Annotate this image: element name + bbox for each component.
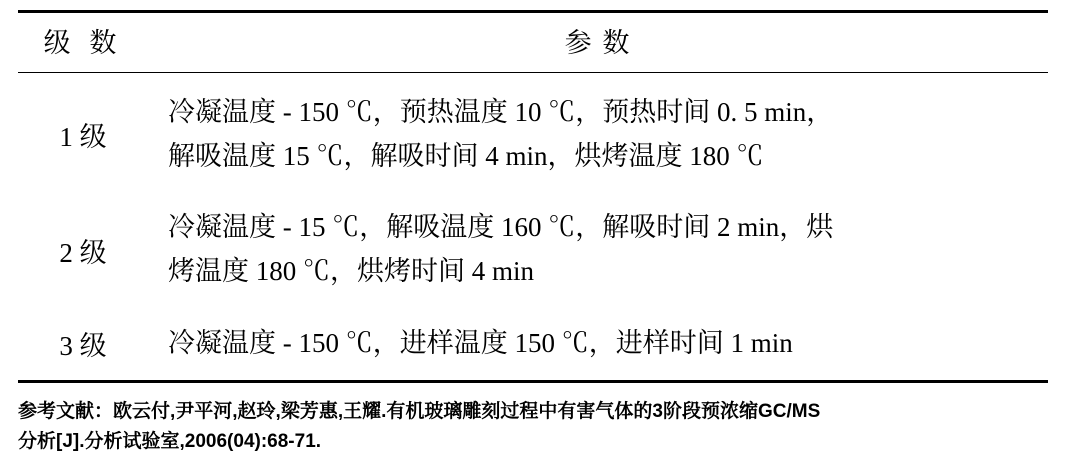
row-level-2: 2 级	[59, 237, 107, 268]
param-line: 冷凝温度 - 150 ℃，进样温度 150 ℃，进样时间 1 min	[168, 327, 793, 358]
column-header-parameters: 参 数	[564, 28, 632, 58]
column-header-level: 级 数	[43, 28, 123, 58]
param-line: 解吸温度 15 ℃，解吸时间 4 min，烘烤温度 180 ℃	[168, 140, 764, 171]
row-params-2	[148, 192, 1048, 307]
reference-line-1: 参考文献：欧云付,尹平河,赵玲,梁芳惠,王耀.有机玻璃雕刻过程中有害气体的3阶段预浓缩GC/MS	[18, 400, 821, 422]
references-block	[18, 397, 1048, 459]
parameters-table-body	[18, 73, 1048, 380]
parameters-table	[18, 13, 1048, 72]
param-line: 冷凝温度 - 150 ℃，预热温度 10 ℃，预热时间 0. 5 min，	[168, 97, 834, 127]
reference-line-2: 分析[J].分析试验室,2006(04):68-71.	[18, 431, 322, 453]
row-params-1	[148, 73, 1048, 192]
param-line: 冷凝温度 - 15 ℃，解吸温度 160 ℃，解吸时间 2 min，烘	[168, 212, 834, 243]
table-row	[18, 73, 1048, 192]
row-params-3	[148, 308, 1048, 380]
table-row	[18, 192, 1048, 307]
row-level-3: 3 级	[59, 331, 107, 362]
row-level-1: 1 级	[59, 122, 107, 153]
table-header-row	[18, 13, 1048, 72]
document-page	[0, 10, 1066, 460]
table-bottom-border	[18, 380, 1048, 383]
table-row	[18, 308, 1048, 380]
param-line: 烤温度 180 ℃，烘烤时间 4 min	[168, 256, 535, 287]
